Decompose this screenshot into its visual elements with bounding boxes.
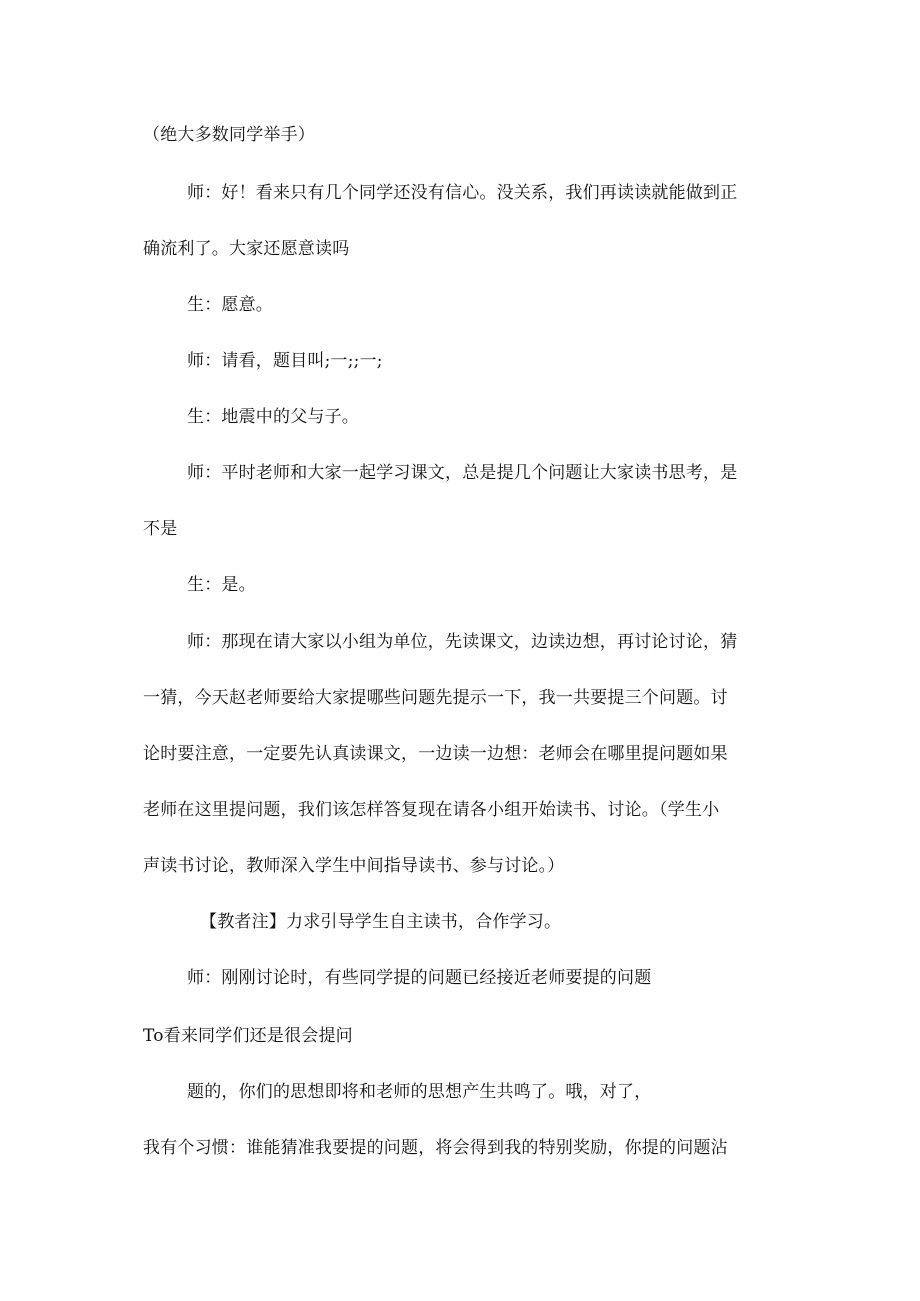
text-line: 生：地震中的父与子。 — [187, 407, 359, 427]
text-line: （绝大多数同学举手） — [143, 125, 315, 145]
text-line: 确流利了。大家还愿意读吗 — [143, 239, 350, 259]
text-line: 师：刚刚讨论时，有些同学提的问题已经接近老师要提的问题 — [187, 968, 652, 988]
text-line: 论时要注意，一定要先认真读课文，一边读一边想：老师会在哪里提问题如果 — [143, 744, 728, 764]
teacher-note-line: 【教者注】力求引导学生自主读书，合作学习。 — [200, 912, 562, 932]
text-line: 生：是。 — [187, 575, 256, 595]
text-line: 题的，你们的思想即将和老师的思想产生共鸣了。哦，对了， — [187, 1082, 652, 1102]
text-line: 不是 — [143, 519, 178, 539]
text-line: 声读书讨论，教师深入学生中间指导读书、参与讨论。） — [143, 856, 565, 876]
text-line: 师：那现在请大家以小组为单位，先读课文，边读边想，再讨论讨论，猜 — [187, 632, 738, 652]
text-line: 生：愿意。 — [187, 295, 273, 315]
text-line: 我有个习惯：谁能猜准我要提的问题，将会得到我的特别奖励，你提的问题沾 — [143, 1138, 728, 1158]
text-line: 师：好！看来只有几个同学还没有信心。没关系，我们再读读就能做到正 — [187, 183, 738, 203]
text-line: 师：平时老师和大家一起学习课文，总是提几个问题让大家读书思考，是 — [187, 463, 738, 483]
text-line: To看来同学们还是很会提问 — [143, 1026, 353, 1046]
text-line: 师：请看，题目叫;一;;一; — [187, 351, 383, 371]
text-line: 老师在这里提问题，我们该怎样答复现在请各小组开始读书、讨论。（学生小 — [143, 800, 720, 820]
text-line: 一猜，今天赵老师要给大家提哪些问题先提示一下，我一共要提三个问题。讨 — [143, 688, 728, 708]
